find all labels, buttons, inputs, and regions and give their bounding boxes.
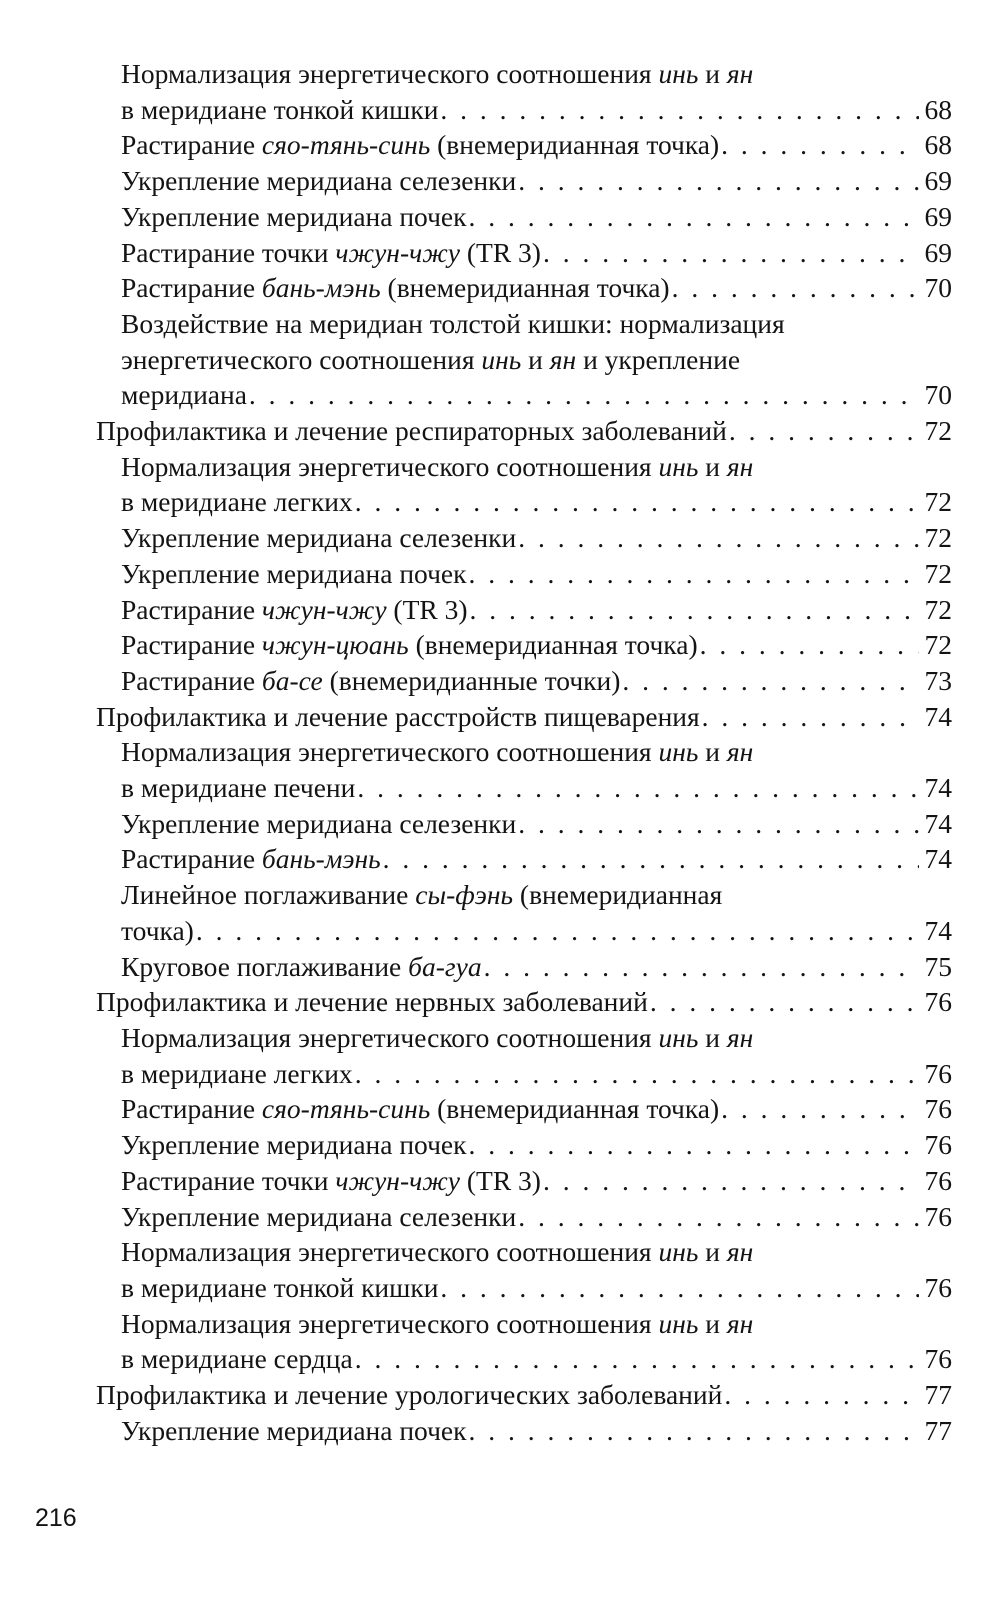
toc-subsection [96, 877, 952, 948]
dot-leader [468, 1413, 919, 1449]
toc-page-number: 73 [924, 664, 952, 696]
toc-entry-title [121, 1270, 438, 1306]
toc-line [121, 163, 952, 199]
toc-subsection [96, 1127, 952, 1163]
italic-term: сяо-тянь-синь [261, 129, 431, 161]
toc-entry-title [121, 127, 719, 163]
text-segment: Круговое поглаживание [121, 950, 409, 982]
toc-line [96, 1377, 952, 1413]
text-segment: в меридиане сердца [121, 1343, 353, 1375]
italic-term: ян [549, 343, 577, 375]
dot-leader [249, 377, 919, 413]
toc-line [121, 1413, 952, 1449]
toc-line [121, 306, 952, 342]
text-segment: Нормализация энергетического соотношения [121, 1236, 659, 1268]
toc-entry-title [121, 663, 620, 699]
dot-leader [672, 270, 919, 306]
dot-leader [468, 199, 919, 235]
toc-entry-title [121, 1341, 353, 1377]
dot-leader [721, 1091, 919, 1127]
italic-term: ба-се [261, 664, 323, 696]
italic-term: ян [726, 1307, 754, 1339]
text-segment: и укрепление [576, 343, 741, 375]
toc-line [121, 377, 952, 413]
toc-line [121, 56, 952, 92]
dot-leader [196, 913, 919, 949]
toc-line [121, 449, 952, 485]
italic-term: ян [726, 736, 754, 768]
toc-page-number: 69 [924, 165, 952, 197]
toc-subsection [96, 592, 952, 628]
toc-line [121, 1270, 952, 1306]
toc-line [121, 913, 952, 949]
toc-line [121, 1056, 952, 1092]
toc-entry-title [121, 592, 468, 628]
text-segment: в меридиане печени [121, 772, 356, 804]
text-segment: в меридиане тонкой кишки [121, 93, 439, 125]
toc-subsection [96, 1234, 952, 1305]
toc-page-number: 74 [924, 807, 952, 839]
toc-entry-title [96, 1377, 722, 1413]
italic-term: ян [726, 58, 754, 89]
text-segment: Профилактика и лечение нервных заболеваний [96, 986, 648, 1018]
toc-page-number: 75 [924, 950, 952, 982]
toc-entry-title [121, 1199, 516, 1235]
text-segment: и [698, 1236, 727, 1268]
toc-entry-title [121, 92, 438, 128]
dot-leader [543, 1163, 919, 1199]
text-segment: Нормализация энергетического соотношения [121, 736, 659, 768]
toc-entry-title [121, 199, 466, 235]
toc-subsection [96, 520, 952, 556]
toc-entry-title [121, 235, 541, 271]
toc-page-number: 74 [924, 700, 952, 732]
toc-page-number: 72 [924, 557, 952, 589]
text-segment: Растирание [121, 1093, 262, 1125]
toc-section [96, 1377, 952, 1413]
italic-term: бань-мэнь [261, 272, 381, 304]
italic-term: ян [726, 450, 754, 482]
toc-subsection [96, 306, 952, 413]
text-segment: Нормализация энергетического соотношения [121, 58, 659, 89]
toc-page-number: 72 [924, 593, 952, 625]
text-segment: (внемеридианная [513, 879, 723, 911]
dot-leader [721, 127, 919, 163]
text-segment: (TR 3) [460, 1164, 541, 1196]
toc-page-number: 76 [924, 1164, 952, 1196]
toc-page-number: 72 [924, 486, 952, 518]
text-segment: Растирание [121, 129, 262, 161]
toc-page-number: 76 [924, 1129, 952, 1161]
toc-line [96, 984, 952, 1020]
italic-term: инь [658, 736, 699, 768]
text-segment: Укрепление меридиана селезенки [121, 522, 517, 554]
italic-term: инь [658, 1307, 699, 1339]
text-segment: Профилактика и лечение расстройств пищеварения [96, 700, 700, 732]
text-segment: меридиана [121, 379, 247, 411]
dot-leader [543, 235, 919, 271]
text-segment: Воздействие на меридиан толстой кишки: нормализация [121, 307, 785, 339]
dot-leader [724, 1377, 919, 1413]
toc-line [121, 1163, 952, 1199]
toc-entry-title [121, 270, 670, 306]
text-segment: Растирание [121, 664, 262, 696]
text-segment: в меридиане тонкой кишки [121, 1271, 439, 1303]
dot-leader [468, 556, 919, 592]
toc-subsection [96, 1091, 952, 1127]
toc-entry-title [96, 413, 727, 449]
toc-page-number: 77 [924, 1379, 952, 1411]
italic-term: сяо-тянь-синь [261, 1093, 431, 1125]
toc-line [121, 235, 952, 271]
italic-term: ян [726, 1236, 754, 1268]
toc-line [121, 92, 952, 128]
toc-subsection [96, 1306, 952, 1377]
toc-page-number: 69 [924, 236, 952, 268]
toc-line [121, 1127, 952, 1163]
text-segment: Нормализация энергетического соотношения [121, 1307, 659, 1339]
text-segment: Укрепление меридиана почек [121, 1129, 467, 1161]
toc-entry-title [121, 1091, 719, 1127]
dot-leader [518, 163, 919, 199]
dot-leader [440, 92, 919, 128]
toc-subsection [96, 235, 952, 271]
toc-entry-title [121, 913, 194, 949]
text-segment: в меридиане легких [121, 486, 353, 518]
toc-section [96, 699, 952, 735]
text-segment: и [698, 450, 727, 482]
toc-line [121, 199, 952, 235]
italic-term: ба-гуа [408, 950, 482, 982]
toc-page-number: 70 [924, 272, 952, 304]
italic-term: чжун-цюань [261, 629, 409, 661]
toc-line [121, 1341, 952, 1377]
italic-term: инь [658, 1021, 699, 1053]
table-of-contents [96, 56, 952, 1448]
text-segment: (TR 3) [386, 593, 468, 625]
text-segment: Растирание [121, 593, 262, 625]
toc-line [121, 949, 952, 985]
text-segment: Растирание точки [121, 1164, 336, 1196]
text-segment: энергетического соотношения [121, 343, 482, 375]
toc-entry-title [121, 1056, 353, 1092]
text-segment: и [698, 1021, 727, 1053]
toc-line [121, 770, 952, 806]
text-segment: и [698, 1307, 727, 1339]
toc-entry-title [121, 556, 466, 592]
toc-line [96, 413, 952, 449]
toc-entry-title [121, 377, 247, 413]
text-segment: Нормализация энергетического соотношения [121, 1021, 659, 1053]
text-segment: (внемеридианная точка) [430, 1093, 720, 1125]
toc-entry-title [121, 163, 516, 199]
italic-term: инь [658, 58, 699, 89]
dot-leader [383, 841, 919, 877]
toc-line [121, 270, 952, 306]
toc-subsection [96, 1020, 952, 1091]
toc-entry-title [96, 984, 648, 1020]
text-segment: Растирание [121, 843, 262, 875]
text-segment: (внемеридианные точки) [322, 664, 621, 696]
toc-line [121, 342, 952, 378]
toc-subsection [96, 163, 952, 199]
text-segment: точка) [121, 914, 194, 946]
toc-subsection [96, 1163, 952, 1199]
toc-section [96, 984, 952, 1020]
toc-line [121, 1020, 952, 1056]
toc-line [121, 1234, 952, 1270]
toc-entry-title [121, 949, 482, 985]
toc-entry-title [121, 627, 698, 663]
text-segment: и [698, 58, 727, 89]
text-segment: Линейное поглаживание [121, 879, 416, 911]
dot-leader [729, 413, 919, 449]
toc-line [121, 1091, 952, 1127]
text-segment: Растирание точки [121, 236, 336, 268]
italic-term: бань-мэнь [261, 843, 381, 875]
dot-leader [700, 627, 919, 663]
toc-subsection [96, 1413, 952, 1449]
text-segment: (TR 3) [460, 236, 541, 268]
dot-leader [702, 699, 919, 735]
dot-leader [468, 1127, 919, 1163]
toc-page-number: 68 [924, 129, 952, 161]
toc-line [121, 877, 952, 913]
toc-page-number: 76 [924, 1200, 952, 1232]
toc-subsection [96, 627, 952, 663]
toc-page-number: 76 [924, 1343, 952, 1375]
dot-leader [622, 663, 919, 699]
toc-line [121, 592, 952, 628]
text-segment: (внемеридианная точка) [380, 272, 670, 304]
toc-page-number: 74 [924, 772, 952, 804]
toc-entry-title [121, 1413, 466, 1449]
toc-entry-title [121, 1163, 541, 1199]
italic-term: инь [658, 1236, 699, 1268]
toc-subsection [96, 734, 952, 805]
italic-term: сы-фэнь [415, 879, 514, 911]
toc-page-number: 76 [924, 1271, 952, 1303]
text-segment: Укрепление меридиана почек [121, 1414, 467, 1446]
toc-subsection [96, 449, 952, 520]
toc-page-number: 72 [924, 522, 952, 554]
toc-subsection [96, 56, 952, 127]
dot-leader [355, 1341, 919, 1377]
dot-leader [650, 984, 919, 1020]
page-number: 216 [35, 1504, 77, 1532]
toc-line [121, 734, 952, 770]
toc-line [121, 627, 952, 663]
toc-line [121, 1306, 952, 1342]
toc-page-number: 72 [924, 415, 952, 447]
toc-line [121, 1199, 952, 1235]
text-segment: Профилактика и лечение респираторных заболеваний [96, 415, 727, 447]
dot-leader [355, 484, 919, 520]
toc-page-number: 68 [924, 93, 952, 125]
toc-page-number: 74 [924, 914, 952, 946]
toc-line [121, 520, 952, 556]
toc-subsection [96, 806, 952, 842]
text-segment: Растирание [121, 629, 262, 661]
text-segment: и [521, 343, 550, 375]
toc-subsection [96, 841, 952, 877]
toc-subsection [96, 199, 952, 235]
toc-page-number: 70 [924, 379, 952, 411]
toc-subsection [96, 556, 952, 592]
dot-leader [355, 1056, 919, 1092]
text-segment: (внемеридианная точка) [408, 629, 698, 661]
toc-subsection [96, 127, 952, 163]
italic-term: чжун-чжу [261, 593, 387, 625]
text-segment: Укрепление меридиана почек [121, 557, 467, 589]
toc-page-number: 76 [924, 986, 952, 1018]
dot-leader [518, 1199, 919, 1235]
dot-leader [440, 1270, 919, 1306]
toc-entry-title [121, 484, 353, 520]
italic-term: инь [658, 450, 699, 482]
toc-line [121, 806, 952, 842]
dot-leader [357, 770, 919, 806]
toc-entry-title [121, 520, 516, 556]
toc-page-number: 69 [924, 200, 952, 232]
text-segment: Растирание [121, 272, 262, 304]
toc-section [96, 413, 952, 449]
toc-line [121, 127, 952, 163]
toc-line [121, 556, 952, 592]
text-segment: Укрепление меридиана селезенки [121, 807, 517, 839]
toc-page-number: 76 [924, 1093, 952, 1125]
toc-entry-title [121, 841, 381, 877]
text-segment: Нормализация энергетического соотношения [121, 450, 659, 482]
italic-term: ян [726, 1021, 754, 1053]
toc-subsection [96, 663, 952, 699]
italic-term: чжун-чжу [335, 236, 460, 268]
toc-line [121, 484, 952, 520]
toc-line [121, 841, 952, 877]
italic-term: инь [481, 343, 522, 375]
text-segment: Укрепление меридиана селезенки [121, 165, 517, 197]
text-segment: и [698, 736, 727, 768]
text-segment: в меридиане легких [121, 1057, 353, 1089]
toc-line [96, 699, 952, 735]
toc-entry-title [121, 770, 355, 806]
dot-leader [484, 949, 919, 985]
toc-entry-title [121, 1127, 466, 1163]
dot-leader [518, 520, 919, 556]
italic-term: чжун-чжу [335, 1164, 460, 1196]
text-segment: Укрепление меридиана почек [121, 200, 467, 232]
toc-page-number: 77 [924, 1414, 952, 1446]
toc-subsection [96, 270, 952, 306]
toc-line [121, 663, 952, 699]
toc-subsection [96, 1199, 952, 1235]
text-segment: (внемеридианная точка) [430, 129, 720, 161]
text-segment: Укрепление меридиана селезенки [121, 1200, 517, 1232]
toc-entry-title [96, 699, 700, 735]
toc-page-number: 72 [924, 629, 952, 661]
toc-page-number: 74 [924, 843, 952, 875]
dot-leader [518, 806, 919, 842]
dot-leader [470, 592, 920, 628]
text-segment: Профилактика и лечение урологических заболеваний [96, 1379, 723, 1411]
toc-page-number: 76 [924, 1057, 952, 1089]
toc-subsection [96, 949, 952, 985]
toc-entry-title [121, 806, 516, 842]
